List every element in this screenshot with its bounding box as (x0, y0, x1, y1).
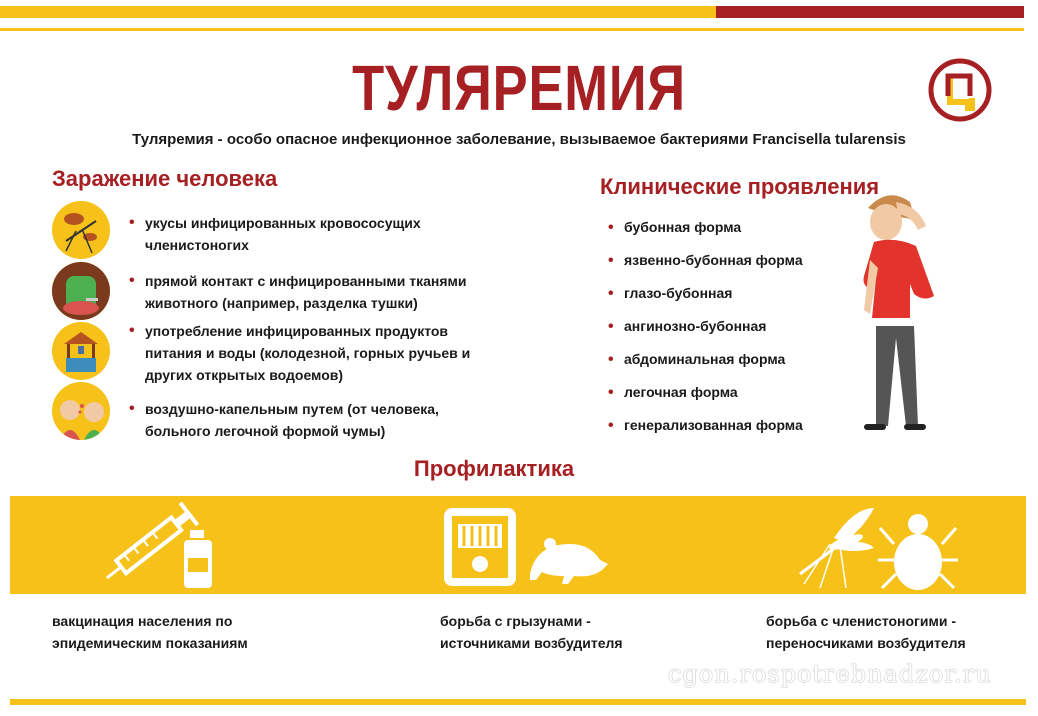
clinical-item-6: • легочная форма (624, 384, 738, 400)
prevention-caption-3-line1: борьба с членистоногими - (766, 613, 957, 629)
prevention-caption-2 (440, 610, 623, 654)
butcher-icon (52, 262, 110, 320)
clinical-item-2: • язвенно-бубонная форма (624, 252, 803, 268)
infection-item-2: • прямой контакт с инфицированными тканями животного (например, разделка тушки) (145, 270, 505, 314)
top-stripe-red (716, 6, 1024, 18)
well-icon (52, 322, 110, 380)
prevention-caption-3-line2: переносчиками возбудителя (766, 635, 966, 651)
prevention-caption-3 (766, 610, 966, 654)
sick-woman-illustration (858, 190, 950, 440)
rodent-trap-icon (442, 504, 612, 590)
infection-item-3: • употребление инфицированных продуктов питания и воды (колодезной, горных ручьев и других открытых водоемов) (145, 320, 505, 386)
sneeze-icon (52, 382, 110, 440)
logo-icon (928, 58, 992, 122)
prevention-caption-1 (52, 610, 248, 654)
syringe-icon (86, 500, 236, 592)
mosquito-icon (52, 201, 110, 259)
page-subtitle: Туляремия - особо опасное инфекционное заболевание, вызываемое бактериями Francisella tularensis (132, 131, 906, 148)
clinical-item-5: • абдоминальная форма (624, 351, 785, 367)
infection-item-1: • укусы инфицированных кровососущих членистоногих (145, 212, 505, 256)
watermark: cgon.rospotrebnadzor.ru (668, 660, 992, 688)
prevention-caption-1-line2: эпидемическим показаниям (52, 635, 248, 651)
clinical-heading: Клинические проявления (600, 174, 880, 199)
clinical-item-4: • ангинозно-бубонная (624, 318, 766, 334)
prevention-caption-1-line1: вакцинация населения по (52, 613, 233, 629)
top-stripe-thin (0, 28, 1024, 31)
prevention-heading: Профилактика (413, 456, 575, 481)
insects-icon (790, 504, 970, 592)
prevention-caption-2-line2: источниками возбудителя (440, 635, 623, 651)
clinical-item-1: • бубонная форма (624, 219, 741, 235)
infection-item-4: • воздушно-капельным путем (от человека, больного легочной формой чумы) (145, 398, 505, 442)
page-title: ТУЛЯРЕМИЯ (352, 52, 686, 124)
prevention-caption-2-line1: борьба с грызунами - (440, 613, 591, 629)
clinical-item-3: • глазо-бубонная (624, 285, 732, 301)
clinical-item-7: • генерализованная форма (624, 417, 803, 433)
infection-heading: Заражение человека (52, 166, 278, 191)
bottom-stripe (10, 699, 1026, 705)
